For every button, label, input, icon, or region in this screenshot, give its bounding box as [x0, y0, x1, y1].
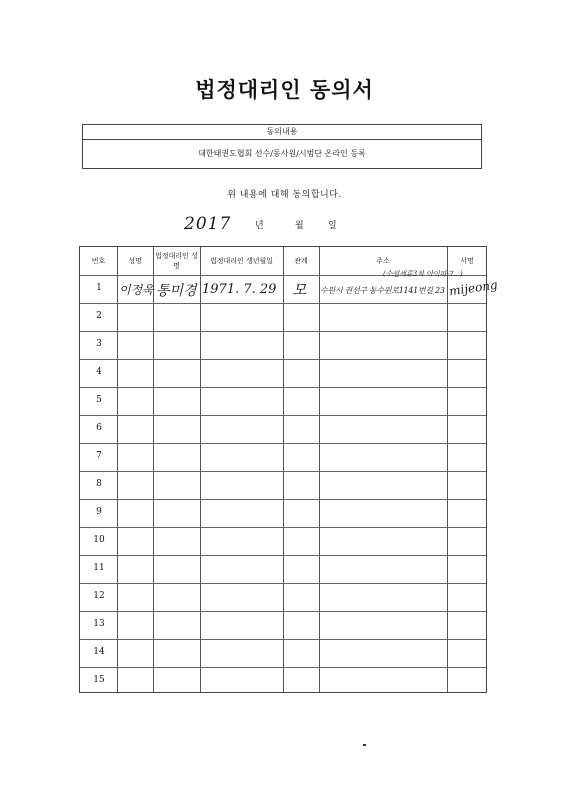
row-divider: [80, 583, 486, 584]
row-number: 9: [96, 507, 102, 517]
date-year-unit: 년: [255, 221, 264, 231]
row-number: 10: [93, 535, 105, 545]
row-number: 14: [93, 647, 105, 657]
date-year-handwritten: 2017: [184, 214, 232, 234]
row-divider: [80, 331, 486, 332]
header-relation: 관계: [294, 257, 308, 265]
header-number: 번호: [91, 257, 106, 265]
date-month-unit: 월: [295, 221, 304, 231]
row-divider: [80, 471, 486, 472]
agree-statement: 위 내용에 대해 동의합니다.: [227, 190, 342, 200]
consent-body: 대한태권도협회 선수/동사원/시범단 온라인 등록: [198, 149, 366, 158]
row-number: 3: [96, 339, 102, 349]
row-number: 11: [93, 563, 105, 573]
row-number: 2: [96, 311, 102, 321]
row1-signature: mijeong: [448, 277, 499, 299]
header-guardian-name: 법정대리인 성명: [155, 252, 198, 270]
column-divider: [283, 247, 284, 692]
row1-name: 이정욱: [119, 283, 154, 297]
scan-speck: [363, 744, 366, 746]
row-divider: [80, 639, 486, 640]
row-number: 12: [93, 591, 105, 601]
header-address: 주소: [376, 257, 390, 265]
consent-heading: 동의내용: [83, 125, 481, 140]
row-divider: [80, 499, 486, 500]
date-day-unit: 일: [328, 221, 337, 231]
consent-content-box: [82, 124, 482, 169]
row-divider: [80, 303, 486, 304]
row1-address-note: (수원세류3차 아이파크...): [383, 270, 463, 278]
row-number: 6: [96, 423, 102, 433]
row-divider: [80, 415, 486, 416]
row-divider: [80, 387, 486, 388]
row1-relation: 모: [292, 281, 307, 299]
row-number: 1: [96, 283, 102, 293]
row1-address: 수원시 권선구 동수원로1141번길 23: [320, 286, 445, 295]
row-divider: [80, 527, 486, 528]
row-number: 13: [93, 619, 105, 629]
row-number: 4: [96, 367, 102, 377]
row-divider: [80, 611, 486, 612]
row-number: 15: [93, 675, 105, 685]
row-divider: [80, 443, 486, 444]
column-divider: [153, 247, 154, 692]
column-divider: [319, 247, 320, 692]
header-guardian-birth: 법정대리인 생년월일: [209, 257, 274, 265]
row1-guardian-name: 통미경: [156, 283, 197, 299]
column-divider: [447, 247, 448, 692]
document-title: 법정대리인 동의서: [195, 78, 374, 102]
row-number: 8: [96, 479, 102, 489]
date-line: [170, 212, 400, 236]
header-signature: 서명: [460, 257, 474, 265]
row-number: 5: [96, 395, 102, 405]
guardian-table: [79, 246, 499, 693]
column-divider: [200, 247, 201, 692]
row-divider: [80, 667, 486, 668]
row1-guardian-birth: 1971. 7. 29: [202, 282, 277, 297]
row-divider: [80, 555, 486, 556]
row-number: 7: [96, 451, 102, 461]
row-divider: [80, 359, 486, 360]
header-name: 성명: [128, 257, 142, 265]
